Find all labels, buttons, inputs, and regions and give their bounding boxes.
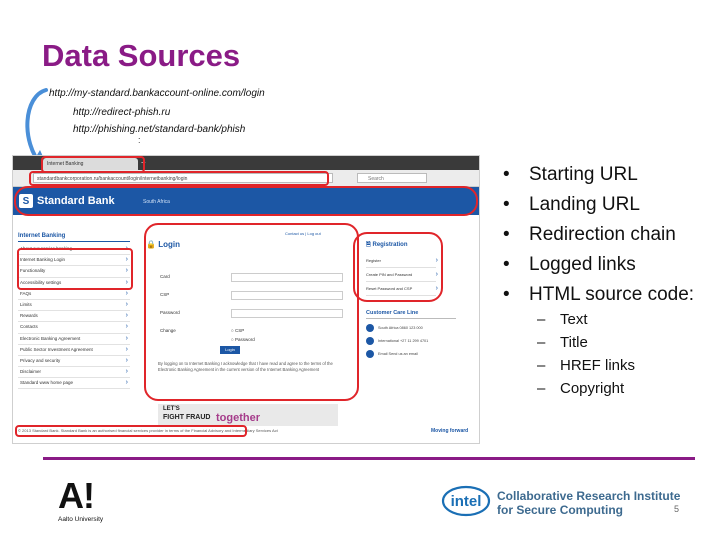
fraud-line2: FIGHT FRAUD (163, 414, 211, 421)
redirect-url: http://redirect-phish.ru (73, 107, 171, 118)
registration-item[interactable]: Register › (366, 254, 436, 268)
left-menu-item[interactable]: About our service banking › (18, 244, 130, 255)
care-item-text: South Africa 0860 123 000 (378, 325, 423, 330)
login-highlight (144, 223, 359, 401)
phone-icon (366, 324, 374, 332)
left-menu-heading: Internet Banking (18, 233, 130, 242)
left-menu-item[interactable]: Standard www home page › (18, 378, 130, 389)
bank-logo-icon: S (19, 194, 33, 208)
registration-highlight (353, 232, 443, 302)
bullet-text: HTML source code: (529, 284, 695, 305)
login-note: By logging on to Internet Banking I acknowledge that I have read and agree to the terms of the Electronic Banking Agreement in the current version of the Internet Banking Agreement (158, 361, 333, 372)
registration-title-text: Registration (372, 242, 408, 248)
sub-bullet-text: Title (560, 334, 588, 351)
top-links[interactable]: Contact us | Log out (285, 231, 321, 236)
left-menu-item[interactable]: Privacy and security › (18, 356, 130, 367)
change-label: Change (160, 328, 176, 333)
bullet-item: • Redirection chain (503, 224, 676, 245)
left-menu-item[interactable]: Rewards › (18, 311, 130, 322)
browser-tab[interactable]: Internet Banking (43, 158, 138, 170)
left-menu-item[interactable]: FAQs › (18, 289, 130, 300)
login-title-text: Login (158, 240, 180, 249)
globe-icon (366, 337, 374, 345)
radio-csp-label: CSP (234, 328, 245, 333)
aalto-mark: A! (58, 475, 94, 516)
email-icon (366, 350, 374, 358)
password-label: Password (160, 310, 180, 315)
bullet-text: Redirection chain (529, 224, 676, 245)
registration-item[interactable]: Reset Password and CSP › (366, 282, 436, 296)
left-menu-item[interactable]: Internet Banking Login › (18, 255, 130, 266)
bullet-text: Starting URL (529, 164, 638, 185)
customer-care (366, 310, 456, 358)
moving-forward-logo: Moving forward (431, 428, 469, 434)
login-button[interactable]: Login (220, 346, 240, 354)
browser-search-input[interactable]: Search (357, 173, 427, 183)
sub-bullet-list (537, 309, 635, 401)
intel-wordmark: intel (450, 493, 482, 510)
care-item[interactable] (366, 350, 456, 358)
address-highlight (29, 171, 329, 186)
login-title: 🔒 Login (146, 240, 180, 249)
bullet-item: • Starting URL (503, 164, 638, 185)
csp-label: CSP (160, 292, 170, 297)
bullet-item: • HTML source code: (503, 284, 695, 305)
registration-item[interactable]: Create PIN and Password › (366, 268, 436, 282)
bullet-list (503, 163, 694, 313)
radio-password-label: Password (234, 337, 255, 342)
registration-title: 🗎 Registration (366, 242, 408, 248)
left-menu-item[interactable]: Functionality › (18, 266, 130, 277)
institute-name (497, 489, 680, 517)
starting-url: http://my-standard.bankaccount-online.com/login (49, 88, 265, 99)
new-tab-icon[interactable]: + (141, 158, 146, 167)
ellipsis: : (138, 135, 141, 145)
bullet-item: • Landing URL (503, 194, 640, 215)
sub-bullet-item: – Copyright (537, 380, 625, 397)
menu-highlight (17, 248, 133, 290)
browser-screenshot (12, 155, 480, 444)
sub-bullet-item: – HREF links (537, 357, 636, 374)
left-menu-item[interactable]: Limits › (18, 300, 130, 311)
care-item-text: Email Send us an email (378, 351, 418, 356)
bullet-text: Landing URL (529, 194, 640, 215)
care-item (366, 324, 456, 332)
fraud-banner[interactable] (158, 404, 338, 426)
fraud-line3: together (216, 412, 260, 424)
divider-line (43, 457, 695, 460)
customer-care-title: Customer Care Line (366, 310, 456, 319)
landing-url: http://phishing.net/standard-bank/phish (73, 124, 246, 135)
sub-bullet-item: – Title (537, 334, 588, 351)
institute-line1: Collaborative Research Institute (497, 489, 681, 503)
slide-title: Data Sources (42, 38, 241, 73)
care-item-text: International +27 11 299 4701 (378, 338, 429, 343)
sub-bullet-text: Copyright (560, 380, 625, 397)
footer-highlight (15, 425, 247, 437)
card-label: Card (160, 274, 170, 279)
bank-name: Standard Bank (37, 195, 115, 207)
bullet-item: • Logged links (503, 254, 636, 275)
url-field[interactable]: standardbankcorporation.ru/bankaccount/login/internetbanking/login (33, 173, 333, 183)
left-menu-item[interactable]: Public Sector Investment Agreement › (18, 345, 130, 356)
fraud-line1: LET'S (163, 406, 180, 412)
left-menu-item[interactable]: Electronic Banking Agreement › (18, 334, 130, 345)
banner-highlight (14, 186, 478, 216)
sub-bullet-item: – Text (537, 311, 588, 328)
care-item (366, 337, 456, 345)
radio-password[interactable]: ○ Password (231, 337, 255, 342)
left-menu-item[interactable]: Contacts › (18, 322, 130, 333)
institute-line2: for Secure Computing (497, 503, 624, 517)
page-number: 5 (674, 504, 680, 514)
aalto-name: Aalto University (58, 516, 104, 523)
aalto-logo (58, 475, 104, 523)
left-menu-item[interactable]: Accessibility settings › (18, 278, 130, 289)
country-label: South Africa (143, 199, 170, 205)
sub-bullet-text: HREF links (560, 357, 636, 374)
page-footer-text: © 2013 Standard Bank. Standard Bank is an authorised financial services provider in terms of the Financial Advisory and Intermediary Services Act (18, 428, 278, 433)
intel-logo-icon (441, 484, 491, 518)
bullet-text: Logged links (529, 254, 636, 275)
radio-csp[interactable]: ○ CSP (231, 328, 245, 333)
left-menu-item[interactable]: Disclaimer › (18, 367, 130, 378)
sub-bullet-text: Text (560, 311, 588, 328)
